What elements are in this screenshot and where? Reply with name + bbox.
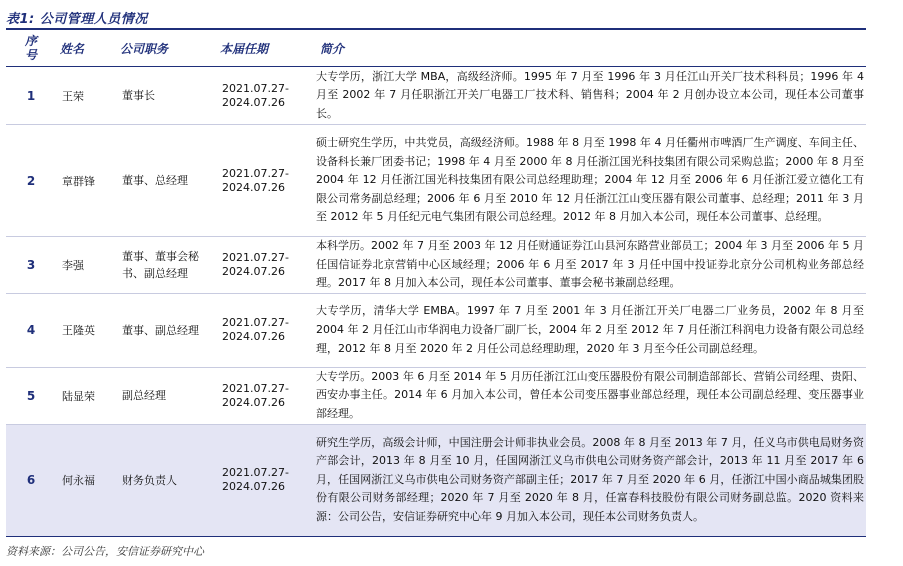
row-no: 6 [6,424,56,536]
term-start: 2021.07.27- [222,381,289,395]
term-end: 2024.07.26 [222,330,285,344]
table-row [6,125,866,237]
row-term [216,367,316,424]
row-bio: 大专学历，清华大学 EMBA。1997 年 7 月至 2001 年 3 月任浙江开关厂电器二厂业务员，2002 年 8 月至 2004 年 2 月任江山市华润电力设备厂副厂长，2004 年 2 月至 2012 年 7 月任浙江科润电力设备有限公司总经理，2012 年 8 月至 2020 年 2 月任公司总经理助理，2020 年 3 月至今任公司副总经理。 [316,293,866,367]
row-term [216,424,316,536]
row-term [216,237,316,294]
row-term [216,125,316,237]
row-no: 1 [6,67,56,125]
row-name: 章群锋 [56,125,116,237]
row-position: 董事、董事会秘书、副总经理 [116,237,216,294]
term-end: 2024.07.26 [222,395,285,409]
row-bio: 研究生学历，高级会计师，中国注册会计师非执业会员。2008 年 8 月至 2013 年 7 月，任义乌市供电局财务资产部会计，2013 年 8 月至 10 月，任国网浙江义乌市供电公司财务资产部会计，2013 年 11 月至 2017 年 6 月，任国网浙江义乌市供电公司财务资产部副主任；2017 年 7 月至 2020 年 6 月，任浙江中国小商品城集团股份有限公司财务部经理；2020 年 7 月至 2020 年 8 月，任富春科技股份有限公司财务副总监。2020 资料来源：公司公告，安信证券研究中心年 9 月加入本公司，现任本公司财务负责人。 [316,424,866,536]
row-name: 王隆英 [56,293,116,367]
row-bio: 大专学历。2003 年 6 月至 2014 年 5 月历任浙江江山变压器股份有限公司制造部部长、营销公司经理、贵阳、西安办事主任。2014 年 6 月加入本公司，曾任本公司变压器事业部总经理，现任本公司副总经理、变压器事业部经理。 [316,367,866,424]
table-row [6,67,866,125]
header-position: 公司职务 [116,30,216,67]
term-start: 2021.07.27- [222,81,289,95]
header-name: 姓名 [56,30,116,67]
table-header-row [6,30,866,67]
row-term [216,67,316,125]
row-position: 董事长 [116,67,216,125]
term-end: 2024.07.26 [222,180,285,194]
term-start: 2021.07.27- [222,466,289,480]
table-row [6,424,866,536]
row-no: 4 [6,293,56,367]
table-row [6,293,866,367]
header-no: 序号 [6,30,56,67]
row-position: 副总经理 [116,367,216,424]
row-no: 5 [6,367,56,424]
table-row [6,367,866,424]
row-position: 董事、总经理 [116,125,216,237]
header-term: 本届任期 [216,30,316,67]
row-bio: 大专学历，浙江大学 MBA，高级经济师。1995 年 7 月至 1996 年 3 月任江山开关厂技术科科员；1996 年 4 月至 2002 年 7 月任职浙江开关厂电器工厂技术科、销售科；2004 年 2 月创办设立本公司，现任本公司董事长。 [316,67,866,125]
row-no: 3 [6,237,56,294]
row-term [216,293,316,367]
row-name: 李强 [56,237,116,294]
term-start: 2021.07.27- [222,250,289,264]
table-row [6,237,866,294]
term-start: 2021.07.27- [222,316,289,330]
term-start: 2021.07.27- [222,166,289,180]
table-title: 表1: 公司管理人员情况 [6,12,148,27]
row-position: 董事、副总经理 [116,293,216,367]
term-end: 2024.07.26 [222,264,285,278]
source-note: 资料来源：公司公告，安信证券研究中心 [6,545,204,558]
row-name: 王荣 [56,67,116,125]
term-end: 2024.07.26 [222,95,285,109]
management-table [6,30,866,537]
row-bio: 本科学历。2002 年 7 月至 2003 年 12 月任财通证券江山县河东路营业部员工；2004 年 3 月至 2006 年 5 月任国信证券北京营销中心区域经理；2006 年 6 月至 2017 年 3 月任中国中投证券北京分公司机构业务部总经理。2017 年 8 月加入本公司，现任本公司董事、董事会秘书兼副总经理。 [316,237,866,294]
row-name: 何永福 [56,424,116,536]
term-end: 2024.07.26 [222,480,285,494]
row-position: 财务负责人 [116,424,216,536]
row-no: 2 [6,125,56,237]
row-bio: 硕士研究生学历，中共党员，高级经济师。1988 年 8 月至 1998 年 4 月任衢州市啤酒厂生产调度、车间主任、设备科长兼厂团委书记；1998 年 4 月至 2000 年 8 月任浙江国光科技集团有限公司采购总监；2000 年 8 月至 2004 年 12 月任浙江国光科技集团有限公司总经理助理；2004 年 12 月至 2006 年 6 月任浙江爱立德化工有限公司常务副总经理；2006 年 6 月至 2010 年 12 月任浙江江山变压器有限公司董事、总经理；2011 年 3 月至 2012 年 5 月任纪元电气集团有限公司总经理。2012 年 8 月加入本公司，现任本公司董事、总经理。 [316,125,866,237]
header-bio: 简介 [316,30,866,67]
row-name: 陆显荣 [56,367,116,424]
